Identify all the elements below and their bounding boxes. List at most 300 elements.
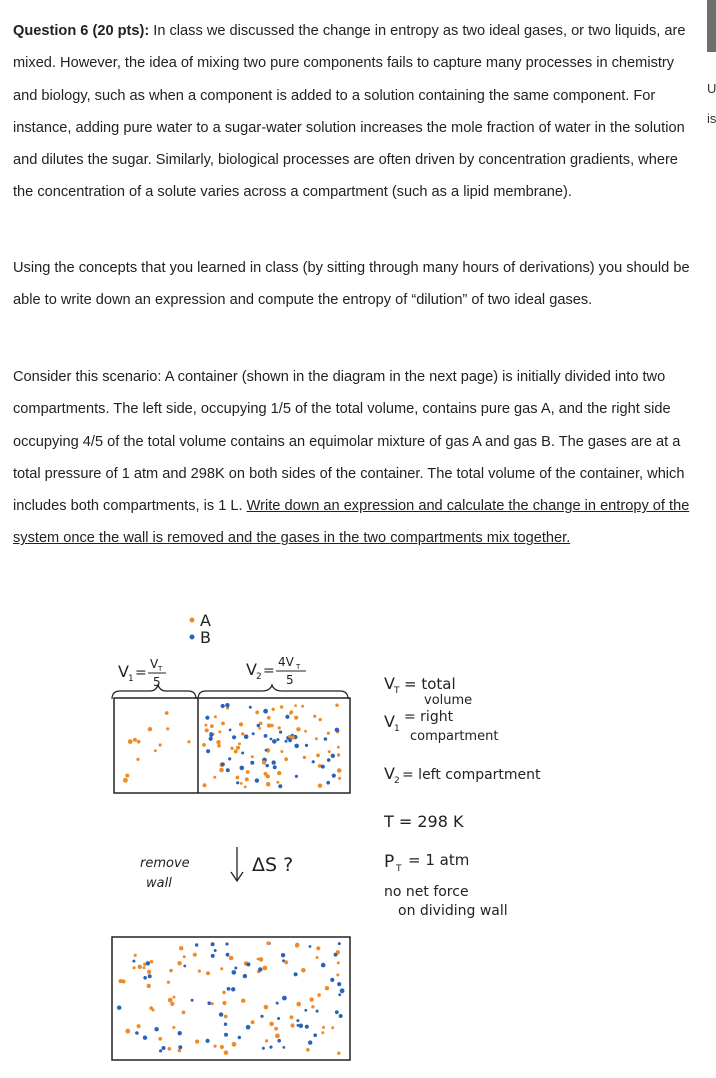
gas-a-particle [230,747,233,750]
gas-b-particle [340,988,345,993]
gas-a-particle [183,955,186,958]
gas-b-particle [337,982,341,986]
gas-a-particle [137,740,141,744]
gas-a-particle [315,737,318,740]
gas-a-particle [222,1001,226,1005]
svg-text:volume: volume [424,693,473,708]
svg-text:V: V [118,662,129,681]
gas-a-particle [210,724,214,728]
gas-a-particle [229,956,234,961]
gas-a-particle [275,1034,280,1039]
gas-b-particle [297,1024,300,1027]
down-arrow [231,847,243,881]
svg-text:2: 2 [256,672,262,682]
gas-a-particle [159,743,162,746]
gas-a-particle [158,1037,162,1041]
gas-a-particle [172,1026,175,1029]
gas-a-particle [338,777,341,780]
mixed-container [112,937,350,1060]
gas-b-particle [135,1031,139,1035]
gas-b-particle [326,781,330,785]
gas-b-particle [214,949,217,952]
gas-a-particle [318,784,322,788]
svg-text:V: V [150,657,159,671]
gas-a-particle [206,971,210,975]
gas-a-particle [224,1015,228,1019]
gas-b-particle [252,732,255,735]
gas-b-particle [148,974,152,978]
gas-a-particle [222,991,226,995]
gas-b-particle [339,1014,343,1018]
gas-a-particle [321,1031,324,1034]
gas-b-particle [225,942,228,945]
gas-b-particle [117,1006,121,1010]
gas-a-particle [173,996,176,999]
gas-a-particle [143,966,146,969]
gas-a-particle [319,718,322,721]
task-text: Write down an expression and calculate the change in entropy of the system once the wall is removed and the gases in the two compartments mix together. [13,498,690,547]
gas-a-particle [313,715,316,718]
delta-s-label: ΔS ? [252,854,294,876]
gas-a-particle [217,744,221,748]
svg-text:= total: = total [404,675,456,693]
initial-container [114,698,350,793]
gas-a-particle [202,743,206,747]
gas-a-particle [241,732,244,735]
gas-a-particle [337,1052,340,1055]
gas-a-particle [263,966,268,971]
svg-text:V: V [246,660,257,679]
gas-b-particle [250,761,254,765]
gas-a-particle [322,1026,325,1029]
remove-wall-label-2: wall [146,876,172,891]
gas-a-particle [266,782,271,787]
gas-a-particle [128,739,133,744]
gas-a-particle [166,727,169,730]
svg-text:T: T [394,686,400,696]
gas-b-particle [224,1033,228,1037]
gas-a-particle [265,774,269,778]
gas-b-particle [305,744,308,747]
gas-b-particle [294,744,299,749]
gas-a-particle [241,999,245,1003]
gas-a-particle [220,967,223,970]
gas-b-particle [178,1031,182,1035]
gas-a-particle [267,723,271,727]
question-paragraph-1 [13,15,693,209]
gas-a-particle [336,974,339,977]
gas-a-particle [193,953,197,957]
gas-a-particle [328,750,331,753]
gas-b-particle [324,737,328,741]
gas-a-particle [258,727,261,730]
gas-a-particle [306,1048,310,1052]
gas-a-particle [316,946,320,950]
gas-a-particle [251,1020,255,1024]
svg-text:T: T [158,665,163,673]
gas-a-particle [134,954,137,957]
v2-brace [198,685,348,699]
gas-a-particle [123,778,128,783]
legend-a-label: A [200,611,211,630]
gas-a-particle [147,970,151,974]
gas-b-particle [260,1015,263,1018]
gas-a-particle [278,726,281,729]
gas-a-particle [211,1002,214,1005]
gas-a-particle [331,1026,334,1029]
side-fragment-2: is [707,111,716,126]
gas-b-particle [331,754,335,758]
gas-a-particle [277,771,281,775]
gas-b-particle [231,987,235,991]
gas-a-particle [274,1027,278,1031]
gas-a-particle [255,711,259,715]
gas-a-particle [213,776,216,779]
gas-a-particle [218,730,221,733]
gas-b-particle [262,1047,265,1050]
gas-b-particle [234,967,237,970]
gas-a-particle [245,777,249,781]
gas-b-particle [321,963,326,968]
gas-a-particle [267,716,271,720]
gas-b-particle [304,1009,307,1012]
gas-a-particle [264,1005,269,1010]
gas-a-particle [125,1029,130,1034]
left-compartment-particles [123,711,191,783]
gas-b-particle [224,1023,227,1026]
gas-a-particle [239,722,243,726]
gas-a-particle [121,980,124,983]
gas-a-particle [136,758,139,761]
gas-b-particle [295,775,298,778]
gas-b-particle [282,1046,285,1049]
gas-b-particle [244,734,249,739]
question-paragraph-2: Using the concepts that you learned in class (by sitting through many hours of derivations) you should be able to write down an expression and compute the entropy of “dilution” of two ideal gases. [13,260,690,309]
gas-b-particle [162,1046,166,1050]
gas-b-particle [305,1025,309,1029]
gas-a-particle [296,727,300,731]
gas-a-particle [246,770,250,774]
gas-a-particle [288,735,291,738]
gas-a-particle [327,732,330,735]
gas-a-particle [224,1050,229,1055]
gas-a-particle [337,746,340,749]
question-paragraph-3 [13,361,693,555]
gas-a-particle [265,1039,268,1042]
gas-a-particle [337,961,340,964]
gas-b-particle [277,1017,280,1020]
gas-b-particle [278,784,282,788]
svg-text:compartment: compartment [410,729,499,744]
v2-label [246,655,306,687]
gas-b-particle [225,703,229,707]
gas-a-particle [147,984,151,988]
gas-a-particle [335,704,338,707]
gas-b-particle [285,740,288,743]
gas-b-particle [132,960,135,963]
gas-a-particle [269,1022,274,1027]
gas-b-particle [296,1019,299,1022]
gas-a-particle [187,740,190,743]
gas-b-particle [258,967,262,971]
gas-b-particle [273,765,277,769]
gas-b-particle [226,953,230,957]
gas-a-particle [133,738,137,742]
gas-a-particle [152,1009,155,1012]
gas-b-particle [281,953,285,957]
gas-b-particle [308,1040,312,1044]
gas-a-particle [291,735,295,739]
gas-b-particle [241,752,244,755]
gas-b-particle [276,1002,279,1005]
gas-b-particle [143,1036,147,1040]
question-label: Question 6 (20 pts): [13,23,150,39]
gas-b-particle [209,737,213,741]
gas-b-particle [327,758,331,762]
gas-a-particle [262,760,266,764]
gas-b-particle [332,774,336,778]
svg-text:= left compartment: = left compartment [402,767,541,783]
gas-b-particle [227,987,231,991]
gas-b-particle [335,1010,339,1014]
gas-a-particle [337,768,342,773]
gas-b-particle [338,942,341,945]
gas-b-particle [228,757,231,760]
gas-a-particle [244,786,247,789]
gas-a-particle [195,1040,199,1044]
gas-b-particle [264,734,268,738]
gas-b-particle [294,972,298,976]
gas-a-particle [290,1015,294,1019]
gas-a-particle [295,943,299,947]
gas-a-particle [168,998,173,1003]
gas-b-particle [191,999,194,1002]
svg-text:= 1 atm: = 1 atm [408,851,470,869]
vt-definition [384,674,472,708]
gas-a-particle [204,724,207,727]
gas-a-particle [219,768,224,773]
gas-b-particle [316,1010,319,1013]
gas-b-particle [207,1001,211,1005]
legend-a-dot [190,618,195,623]
gas-b-particle [232,735,236,739]
v1-definition [384,709,498,744]
svg-text:T: T [296,663,301,671]
svg-text:5: 5 [286,673,294,687]
gas-b-particle [146,961,150,965]
force-note-2: on dividing wall [398,903,508,919]
gas-a-particle [137,1024,141,1028]
gas-a-particle [170,1002,174,1006]
gas-b-particle [338,993,341,996]
gas-a-particle [238,742,241,745]
gas-b-particle [266,764,269,767]
gas-a-particle [179,946,183,950]
svg-text:V: V [384,764,395,783]
gas-b-particle [209,732,212,735]
gas-b-particle [272,739,277,744]
svg-text:1: 1 [394,724,400,734]
gas-a-particle [266,941,270,945]
force-note-1: no net force [384,884,469,900]
gas-b-particle [159,1049,162,1052]
svg-text:= right: = right [404,709,454,725]
gas-a-particle [303,756,306,759]
gas-b-particle [277,1039,281,1043]
gas-a-particle [309,997,313,1001]
gas-b-particle [282,996,287,1001]
gas-b-particle [246,1025,251,1030]
gas-b-particle [229,729,232,732]
gas-b-particle [211,942,215,946]
gas-b-particle [238,1036,241,1039]
svg-text:4V: 4V [278,655,294,669]
svg-text:=: = [263,663,275,679]
gas-a-particle [294,716,298,720]
svg-text:T: T [396,864,402,874]
gas-b-particle [243,974,247,978]
gas-b-particle [205,716,209,720]
svg-text:2: 2 [394,776,400,786]
gas-a-particle [337,753,340,756]
gas-a-particle [168,1047,172,1051]
gas-b-particle [276,738,279,741]
gas-a-particle [234,749,238,753]
gas-b-particle [219,1012,223,1016]
gas-b-particle [154,1027,158,1031]
gas-a-particle [169,969,173,973]
gas-a-particle [304,730,307,733]
gas-a-particle [154,749,157,752]
gas-a-particle [220,1045,224,1049]
gas-a-particle [236,776,240,780]
gas-a-particle [289,712,292,715]
gas-b-particle [312,760,315,763]
gas-a-particle [301,705,304,708]
remove-wall-label-1: remove [140,856,190,871]
gas-a-particle [259,957,264,962]
gas-a-particle [294,704,297,707]
gas-b-particle [178,1045,182,1049]
gas-a-particle [125,774,129,778]
gas-a-particle [214,715,217,718]
gas-b-particle [221,704,225,708]
v1-label [118,657,166,689]
svg-text:P: P [384,852,395,872]
gas-a-particle [167,981,170,984]
gas-b-particle [272,760,276,764]
temperature-label: T = 298 K [384,812,464,831]
gas-a-particle [236,746,240,750]
gas-a-particle [203,783,207,787]
gas-a-particle [317,993,321,997]
gas-a-particle [165,711,169,715]
gas-a-particle [257,958,260,961]
gas-a-particle [232,1042,237,1047]
gas-b-particle [211,954,215,958]
gas-b-particle [334,953,338,957]
gas-b-particle [257,724,260,727]
gas-b-particle [269,1046,272,1049]
gas-a-particle [251,755,254,758]
gas-a-particle [216,740,220,744]
mixing-diagram [0,595,716,1078]
gas-b-particle [246,962,250,966]
gas-a-particle [205,728,209,732]
gas-b-particle [270,738,273,741]
gas-b-particle [236,781,239,784]
gas-b-particle [206,749,210,753]
mixed-particles [117,941,345,1055]
gas-a-particle [284,960,288,964]
gas-b-particle [232,970,237,975]
scrollbar-thumb[interactable] [707,0,716,52]
gas-b-particle [313,1033,317,1037]
gas-b-particle [226,768,230,772]
gas-b-particle [321,765,325,769]
gas-b-particle [143,976,147,980]
gas-b-particle [330,978,334,982]
question-intro: In class we discussed the change in entropy as two ideal gases, or two liquids, are mixed. However, the idea of mixing two pure components fails to capture many processes in chemistry and biology, such as when a component is added to a solution containing the same component. For instance, adding pure water to a sugar-water solution increases the mole fraction of water in the solution and dilutes the sugar. Similarly, biological processes are often driven by concentration gradients, where the concentration of a solute varies across a compartment (such as a lipid membrane). [13,23,686,201]
gas-b-particle [183,965,186,968]
gas-b-particle [263,709,268,714]
gas-a-particle [316,754,320,758]
gas-a-particle [182,1011,186,1015]
gas-b-particle [279,731,282,734]
gas-b-particle [221,762,225,766]
gas-a-particle [276,781,279,784]
gas-a-particle [290,1023,294,1027]
gas-a-particle [296,1002,301,1007]
gas-b-particle [249,706,252,709]
v2-definition [384,764,541,786]
gas-a-particle [316,956,319,959]
svg-text:V: V [384,712,395,731]
right-compartment-particles [202,703,341,788]
gas-a-particle [301,968,306,973]
gas-b-particle [240,766,245,771]
gas-a-particle [272,708,275,711]
gas-a-particle [138,965,142,969]
pressure-label [384,851,469,874]
legend-b-label: B [200,628,211,647]
gas-b-particle [309,945,312,948]
svg-text:5: 5 [153,675,161,689]
gas-b-particle [255,778,259,782]
legend-b-dot [190,635,195,640]
gas-a-particle [311,1005,314,1008]
side-fragment-1: U [707,81,716,96]
gas-b-particle [335,728,340,733]
gas-a-particle [133,966,136,969]
svg-text:=: = [135,665,147,681]
gas-a-particle [214,1045,217,1048]
gas-a-particle [284,757,288,761]
gas-a-particle [178,1049,182,1053]
gas-a-particle [198,970,201,973]
gas-a-particle [240,782,243,785]
gas-a-particle [280,750,283,753]
svg-text:1: 1 [128,674,134,684]
gas-a-particle [221,722,225,726]
gas-a-particle [280,705,283,708]
scenario-text: Consider this scenario: A container (shown in the diagram in the next page) is initially divided into two compartments. The left side, occupying 1/5 of the total volume, contains pure gas A, and the right side occupying 4/5 of the total volume contains an equimolar mixture of gas A and gas B. The gases are at a total pressure of 1 atm and 298K on both sides of the container. The total volume of the container, which includes both compartments, is 1 L. [13,369,685,515]
gas-b-particle [265,749,268,752]
gas-b-particle [206,1039,210,1043]
gas-b-particle [195,943,198,946]
gas-a-particle [148,727,152,731]
gas-a-particle [150,960,153,963]
